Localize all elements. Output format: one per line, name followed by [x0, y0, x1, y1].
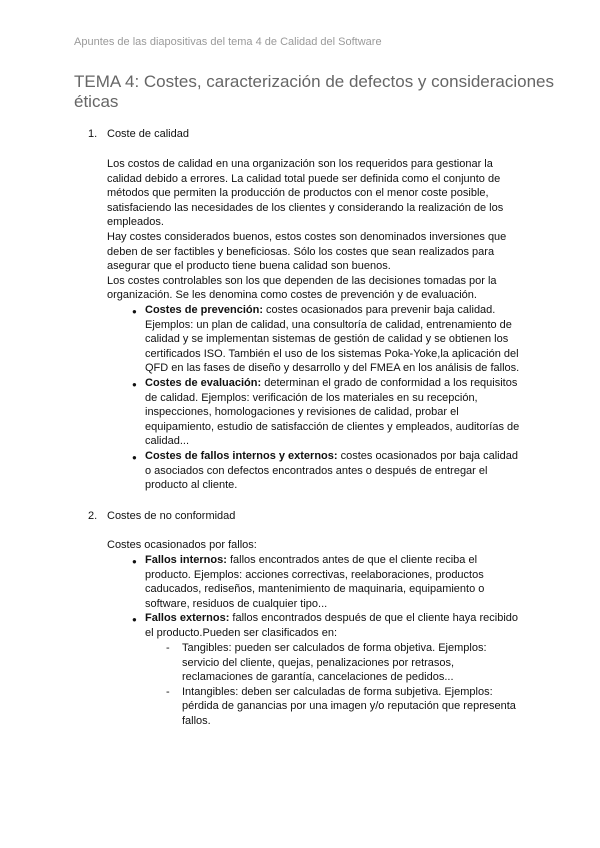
bullet-line: el producto.Pueden ser clasificados en: [145, 626, 338, 639]
bullet-text: fallos encontrados antes de que el cliente reciba el [226, 554, 478, 566]
bullet-line: QFD en las fases de diseño y desarrollo y del FMEA en los análisis de fallos. [145, 362, 520, 375]
bullet-item [132, 376, 520, 449]
bullet-line: caducados, rediseños, mantenimiento de maquinaria, equipamiento o [145, 583, 485, 596]
section-2-subitems [166, 641, 516, 729]
bullet-line: inspecciones, homologaciones y revisiones de calidad, probar el [145, 406, 459, 419]
sub-item [166, 641, 516, 685]
bullet-line: certificados ISO. También el uso de los sistemas Poka-Yoke,la aplicación del [145, 347, 519, 360]
bullet-label: Costes de prevención: [145, 304, 263, 316]
paragraph-line: asegurar que el producto tiene buena calidad son buenos. [107, 260, 391, 273]
paragraph-line: satisfaciendo las necesidades de los clientes y considerando la realización de los [107, 201, 504, 214]
bullet-line: equipamiento, estudio de satisfacción de clientes y empleados, auditorías de [145, 420, 520, 433]
paragraph-line: Los costes controlables son los que dependen de las decisiones tomadas por la [107, 274, 497, 287]
bullet-label: Fallos internos: [145, 554, 227, 566]
bullet-text: costes ocasionados para prevenir baja calidad. [262, 304, 496, 316]
section-1-paragraph [107, 157, 506, 303]
heading-text: Costes de no conformidad [107, 510, 236, 522]
bullet-line [145, 303, 519, 318]
paragraph-line: Los costos de calidad en una organización son los requeridos para gestionar la [107, 158, 493, 170]
sub-item-line: fallos. [182, 714, 211, 727]
heading-text: Coste de calidad [107, 128, 189, 140]
sub-item-line: servicio del cliente, quejas, penalizaciones por retrasos, [182, 656, 455, 669]
bullet-line: Ejemplos: un plan de calidad, una consultoría de calidad, entrenamiento de [145, 318, 512, 331]
paragraph-line: deben de ser factibles y beneficiosas. Sólo los costes que sean realizados para [107, 245, 495, 258]
dash-icon: - [166, 685, 170, 698]
bullet-line [145, 611, 518, 626]
title-line: TEMA 4: Costes, caracterización de defectos y consideraciones [74, 72, 555, 91]
bullet-item [132, 303, 520, 376]
sub-item [166, 685, 516, 729]
sub-item-line: pérdida de ganancias por una imagen y/o reputación que representa [182, 700, 516, 713]
bullet-line: calidad... [145, 435, 190, 448]
bullet-line [145, 376, 519, 391]
bullet-label: Costes de fallos internos y externos: [145, 449, 338, 462]
dash-icon: - [166, 642, 170, 654]
bullet-icon: ● [132, 452, 137, 462]
sub-item-line: Intangibles: deben ser calculadas de forma subjetiva. Ejemplos: [182, 685, 493, 698]
sub-item-line: Tangibles: pueden ser calculados de forma objetiva. Ejemplos: [182, 642, 487, 654]
bullet-line: calidad y se implementan sistemas de gestión de calidad y se obtienen los [145, 333, 509, 346]
bullet-item [132, 449, 519, 493]
paragraph-line: empleados. [107, 216, 164, 229]
paragraph-line: métodos que permiten la producción de productos con el menor coste posible, [107, 187, 489, 200]
bullet-item [132, 553, 518, 611]
bullet-icon: ● [132, 615, 137, 625]
bullet-text: fallos encontrados después de que el cliente haya recibido [229, 612, 518, 625]
paragraph-line: organización. Se les denomina como costes de prevención y de evaluación. [107, 289, 477, 302]
section-1-bullets [132, 303, 520, 493]
section-1-heading [88, 127, 189, 142]
bullet-label: Costes de evaluación: [145, 376, 262, 389]
page-title [74, 72, 555, 112]
bullet-icon: ● [132, 307, 137, 316]
bullet-line: producto. Ejemplos: acciones correctivas, reelaboraciones, productos [145, 568, 484, 581]
bullet-text: costes ocasionados por baja calidad [337, 449, 518, 462]
bullet-line: software, residuos de cualquier tipo... [145, 597, 328, 610]
bullet-line [145, 449, 519, 464]
bullet-line [145, 553, 518, 568]
bullet-icon: ● [132, 557, 137, 566]
bullet-line: producto al cliente. [145, 479, 238, 492]
bullet-label: Fallos externos: [145, 612, 230, 625]
list-number: 1. [88, 128, 98, 140]
bullet-line: o asociados con defectos encontrados antes o después de entregar el [145, 464, 488, 477]
list-number: 2. [88, 510, 98, 522]
bullet-line: de calidad. Ejemplos: verificación de los materiales en su recepción, [145, 391, 478, 404]
section-2-heading [88, 509, 236, 524]
bullet-icon: ● [132, 379, 137, 389]
bullet-text: determinan el grado de conformidad a los requisitos [261, 376, 518, 389]
section-2-bullets [132, 553, 518, 641]
paragraph-line: Hay costes considerados buenos, estos costes son denominados inversiones que [107, 230, 507, 243]
title-line: éticas [74, 92, 119, 111]
paragraph-line: calidad debido a errores. La calidad total puede ser definida como el conjunto de [107, 172, 501, 185]
bullet-item [132, 611, 518, 640]
section-2-intro: Costes ocasionados por fallos: [107, 539, 257, 551]
sub-item-line: reclamaciones de garantía, cancelaciones de pedidos... [182, 671, 454, 684]
document-header: Apuntes de las diapositivas del tema 4 de Calidad del Software [74, 36, 382, 48]
